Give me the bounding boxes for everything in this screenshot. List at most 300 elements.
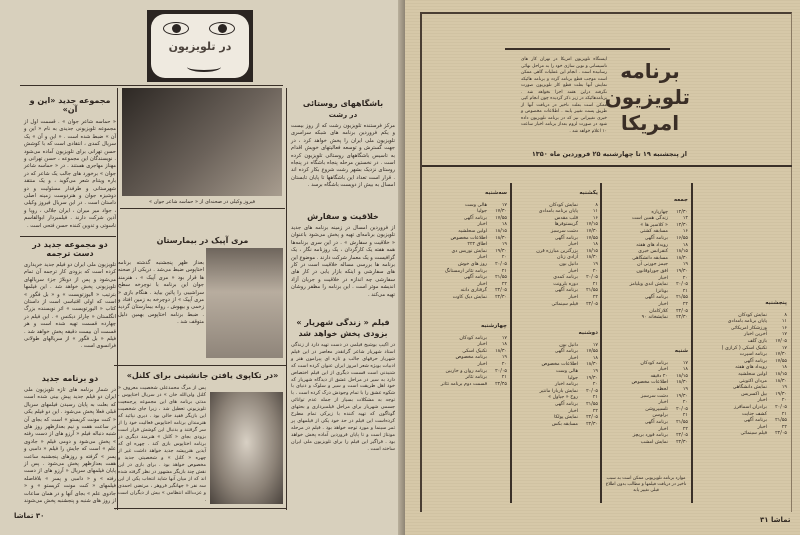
schedule-program: اولین سحلشیه — [738, 371, 767, 377]
schedule-time: ۲۱ — [501, 268, 507, 274]
schedule-program: گریستوفرها — [554, 222, 578, 228]
schedule-time: ۱۴/۳۰ — [676, 222, 688, 228]
schedule-program: برنامه کمدی — [553, 275, 578, 281]
schedule-row — [427, 382, 507, 389]
schedule-program: جولیا — [568, 375, 578, 381]
schedule-program: نمایش پولکا — [554, 415, 578, 421]
schedule-program: « کلاسیر ها » — [640, 222, 668, 228]
eye-icon — [163, 22, 189, 35]
schedule-program: برنامه تئاتر — [465, 375, 487, 381]
schedule-program: اخبار — [477, 361, 487, 367]
schedule-time: ۱۸/۱۵ — [586, 248, 598, 254]
schedule-row — [604, 236, 688, 243]
schedule-program: روح « جیاول » — [548, 395, 578, 401]
schedule-row — [427, 336, 507, 343]
schedule-program: ۲۰ دقیقه — [650, 373, 668, 379]
schedule-time: ۱۲/۳۰ — [676, 209, 688, 215]
schedule-row — [427, 242, 507, 249]
schedule-row — [427, 275, 507, 282]
page-number: ۳۰ تماشا — [14, 512, 45, 520]
schedule-row — [514, 422, 598, 429]
schedule-row — [427, 375, 507, 382]
schedule-row — [514, 369, 598, 376]
schedule-program: فیلم سینمائی — [551, 301, 578, 307]
article-title: مری آپیک در بیمارستان — [156, 236, 249, 245]
schedule-time: ۱۹ — [501, 355, 507, 361]
schedule-row — [427, 255, 507, 262]
schedule-row — [427, 222, 507, 229]
schedule-row — [604, 361, 688, 368]
article-title: دو مجموعه جدید در دست ترجمه — [32, 240, 108, 258]
schedule-program: اخبار — [568, 268, 578, 274]
schedule-row — [695, 431, 787, 438]
schedule-time: ۱۸/۳۰ — [586, 255, 598, 261]
schedule-program: برنامه کودکان — [640, 360, 668, 366]
schedule-row — [514, 415, 598, 422]
schedule-program: گرفتاری دانته — [460, 288, 487, 294]
schedule-program: دانیل بون — [559, 342, 578, 348]
schedule-time: ۲۲/۳۰ — [676, 315, 688, 321]
day-heading: چهارشنبه — [480, 323, 507, 329]
article-title: «در تکاپوی یافتن جانشینی برای کلنل» — [126, 371, 279, 380]
schedule-program: فیلم سینمائی — [740, 431, 767, 437]
schedule-program: بزرگترین مبارزه قرن — [536, 248, 578, 254]
schedule-row — [514, 275, 598, 282]
schedule-time: ۲۲ — [501, 281, 507, 287]
schedule-program: اخبار — [477, 222, 487, 228]
schedule-time: ۱۷/۵۵ — [586, 349, 598, 355]
article-title: مجموعه جدید «این و آن» — [29, 96, 111, 114]
schedule-program: لحظه — [656, 386, 668, 392]
schedule-time: ۲۰/۰۵ — [676, 282, 688, 288]
article-subtitle: در رشت — [328, 111, 358, 119]
schedule-sunday — [514, 190, 598, 308]
schedule-time: ۲۱ — [592, 395, 598, 401]
schedule-program: برنامه تئاتر ارمستانگ — [444, 268, 487, 274]
schedule-time: ۱۹/۳۰ — [676, 268, 688, 274]
schedule-time: ۱۱ — [781, 319, 787, 325]
schedule-row — [427, 342, 507, 349]
schedule-program: نمایشخانه ۹۰ — [641, 315, 668, 321]
schedule-time: ۲۲/۰۵ — [586, 301, 598, 307]
article-body: در اکیپ بوشیخ فیلمی در دست تهیه دارد از زندگی استاد شهریار شاعر گرانقدر معاصر در این فیلم شهریار حرفهای جالب و تازه ای پیرامون هنر و ادبیات بویژه شعر امروز ایران عنوان کرده است که شنیدنی است قسمت دیگری از این فیلم اختصاص دارد به سیر در مراحل عشق از دیدگاه شهریار که خود اهل طریقت است و سیر و سلوک و دنیای با شکوه عشق را با تمام وجودش درک کرده است . با توجه به مشکلات بسیار از جمله عدم توانائی جسمی شهریار برای مراحل فیلمبرداری و بحثهای گوناگون که تهیه کننده با زیرکی تمام مطرح کرده‌است این فیلم در حد خود یکی از فیلمهای پر ثمر سینما و مورد توجه خواهد بود . فیلم در مرحله مونتاژ است و تا پایان فروردین آماده پخش خواهد بود . فراگیر این فیلم را برای تلویزیون ملی ایران ساخته است . — [291, 342, 395, 452]
schedule-time: ۱۸ — [592, 242, 598, 248]
schedule-program: برنامه آگهی — [743, 358, 767, 364]
schedule-row — [695, 339, 787, 346]
schedule-row — [514, 288, 598, 295]
schedule-time: ۱۸ — [682, 242, 688, 248]
schedule-time: ۱۶ — [781, 325, 787, 331]
schedule-time: ۲۰/۰۵ — [586, 275, 598, 281]
photo-caption: فیروز وکیلی در صحنه‌ای از « حماسه شاعر جوان » — [148, 199, 255, 205]
schedule-program: برنامه آگهی — [463, 215, 487, 221]
right-page — [405, 0, 800, 535]
schedule-time: ۱۸/۳۰ — [775, 378, 787, 384]
schedule-time: ۱۶ — [592, 215, 598, 221]
schedule-row — [695, 365, 787, 372]
photo-actress — [206, 248, 283, 358]
schedule-program: نمایش دانشگاهی — [732, 385, 767, 391]
schedule-program: زندگی همین است — [632, 216, 668, 222]
schedule-program: برنامه آگهی — [463, 275, 487, 281]
article-shahriar-film — [291, 318, 395, 453]
schedule-row — [427, 295, 507, 302]
schedule-time: ۲۰ — [682, 275, 688, 281]
schedule-row — [514, 402, 598, 409]
schedule-program: کشف جنایت — [742, 411, 767, 417]
article-body: از فروردین امسال در زمینه برنامه های جدید تلویزیون برنامه‌ای تهیه و پخش می‌شود باعنوان « خلاقیت و سفارش » . در این سری برنامه‌ها همه هفته یک کارگردان ، یک روزنامه نگار ، یک گرافیست و یک معمار شرکت دارند . موضوع این برنامه ها بررسی مساله خلاقیت است در کار های سفارشی و اینکه بازار یابی در کار های سفارشی چه اندازه در خلاقیت و جریان آزاد اندیشه موثر است . این برنامه را مظفر روشان تهیه می‌کند . — [290, 225, 395, 298]
schedule-program: بونانزا — [656, 288, 668, 294]
schedule-program: اخبار — [568, 294, 578, 300]
schedule-row — [604, 413, 688, 420]
schedule-program: اخبار — [477, 281, 487, 287]
schedule-time: ۱۶/۵۵ — [676, 235, 688, 241]
schedule-program: برنامه آگهی — [644, 235, 668, 241]
schedule-program: قسمت دوم برنامه تئاتر — [440, 381, 487, 387]
day-heading: سه‌شنبه — [485, 190, 507, 196]
schedule-title — [604, 58, 690, 136]
schedule-time: ۱۷/۳۰ — [775, 352, 787, 358]
photo-actor — [122, 88, 282, 196]
schedule-row — [427, 288, 507, 295]
schedule-time: ۲۰ — [501, 255, 507, 261]
schedule-time: ۲۱ — [501, 375, 507, 381]
schedule-program: رویداد های هفته — [735, 365, 767, 371]
article-title: خلاقیت و سفارش — [307, 212, 379, 221]
schedule-program: مسابقه دانشگاهی — [632, 255, 668, 261]
schedule-row — [695, 405, 787, 412]
schedule-time: ۱۷/۵۵ — [586, 235, 598, 241]
schedule-time: ۸ — [595, 202, 598, 208]
schedule-row — [695, 385, 787, 392]
schedule-time: ۲۱ — [781, 411, 787, 417]
tv-logo — [147, 10, 253, 82]
schedule-program: اولین سحلشیه — [458, 228, 487, 234]
schedule-time: ۱۷/۵۵ — [775, 358, 787, 364]
schedule-time: ۲۰ — [501, 361, 507, 367]
title-line: تلویزیون — [604, 85, 690, 109]
schedule-row — [427, 355, 507, 362]
schedule-time: ۲۱ — [682, 288, 688, 294]
schedule-program: اخبار — [477, 255, 487, 261]
schedule-row — [514, 302, 598, 309]
schedule-program: بیل اکسربس — [741, 391, 767, 397]
schedule-time: ۲۲/۰۵ — [676, 308, 688, 314]
article-body: در شمار برنامه های تازه تلویزیون ملی ایران دو فیلم جدید پیش بینی شده است که بعلت به پایان رسیدن فیلمهای سریال قبلی فعلا پخش می‌شود . این دو فیلم یکی « کنت مونت کریستو » است که بجای آن در ساعت هفت و نیم بعدازظهر روز های شنبه دنباله فیلم « آرزو های از دست رفته » پخش می‌شود و دومی فیلم « جادوی علم » است که جایش را فیلم « دامبی و پسر » گرفته و روزهای پنجشنبه ساعت هفت بعدازظهر پخش می‌شود . پس از پایان فیلمهای سریال « آرزو های از دست رفته » و « دامبی و پسر » بلافاصله فیلمهای « کنت مونت کریستو » و « جادوی علم » بجای آنها و در همان ساعات از روز های شنبه و پنجشنبه پخش می‌شوند — [24, 387, 116, 505]
schedule-row — [604, 440, 688, 447]
schedule-row — [604, 249, 688, 256]
schedule-time: ۲۲/۴۵ — [495, 381, 507, 387]
schedule-time: ۲۱/۵۵ — [775, 418, 787, 424]
schedule-time: ۱۸ — [501, 222, 507, 228]
schedule-program: برنامه آگهی — [554, 401, 578, 407]
article-body: « حماسه شاعر جوان » . قسمت اول از مجموعه تلویزیونی جدیدی به نام « این و آن » ضبط شده است . « این و آن » یک سریال کمدی ، انتقادی است که با کوشش حسن تهرانی برای تلویزیون آماده می‌شود . نویسندگان این مجموعه ، حسن تهرانی و مهناز مهاجری هستند . در « حماسه شاعر جوان » برخورد های جالب یک شاعر که در باره ویتنام شعر می‌گوید ، و یک منتقد شهرستانی و طرفدار مسئولیت و دو دوشیزه جوان و هنردوست زمینه اصلی داستان است . در این سریال فیروز وکیلی ، جواد میر میران ، ایران جلالی ، رویا و آذین شرکت دارند . فیلمبردار ابوالقاسم ناسوتی و تدوین کننده حسن فتحی است . — [24, 119, 116, 229]
schedule-time: ۱۹/۳۰ — [775, 391, 787, 397]
schedule-row — [604, 387, 688, 394]
schedule-row — [695, 319, 787, 326]
eye-icon — [209, 22, 235, 35]
schedule-time: ۱۷/۵۵ — [495, 215, 507, 221]
schedule-program: دشت سرسبز — [640, 393, 668, 399]
schedule-program: رویداد های هفته — [636, 242, 668, 248]
section-title: در تلویزیون — [168, 40, 232, 53]
schedule-program: برنامه آگهی — [554, 349, 578, 355]
schedule-program: نمایش کودکان — [549, 202, 578, 208]
article-in-va-an — [24, 96, 116, 230]
schedule-program: هالی وست — [555, 368, 578, 374]
schedule-program: آخرین اخبار — [744, 332, 767, 338]
schedule-row — [514, 349, 598, 356]
schedule-time: ۱۹ — [781, 385, 787, 391]
article-title: باشگاههای روستائی — [302, 99, 384, 108]
schedule-time: ۱۷ — [781, 332, 787, 338]
schedule-time: ۲۱/۵۵ — [495, 275, 507, 281]
schedule-program: تکنیک اسکی — [462, 348, 487, 354]
schedule-time: ۱۸ — [781, 365, 787, 371]
schedule-program: اخبار — [658, 400, 668, 406]
schedule-row — [604, 380, 688, 387]
schedule-row — [514, 382, 598, 389]
schedule-row — [427, 249, 507, 256]
schedule-time: ۱۹ — [501, 242, 507, 248]
schedule-program: برلوسن — [652, 413, 668, 419]
schedule-program: اخبار — [658, 301, 668, 307]
schedule-time: ۱۹ — [682, 386, 688, 392]
schedule-row — [695, 412, 787, 419]
schedule-row — [604, 400, 688, 407]
schedule-time: ۲۰/۰۵ — [495, 368, 507, 374]
schedule-program: برنامه آگهی — [644, 295, 668, 301]
schedule-time: ۲۲/۰۵ — [775, 431, 787, 437]
schedule-time: ۲۲ — [781, 424, 787, 430]
schedule-program: برنامه آگهی — [554, 235, 578, 241]
schedule-program: اطلاعات مخصوص — [541, 362, 578, 368]
schedule-time: ۱۴ — [682, 216, 688, 222]
mouth-icon — [187, 62, 221, 72]
schedule-row — [604, 367, 688, 374]
schedule-monday — [514, 330, 598, 428]
article-body: پس از مرگ محمدعلی شخصیت معروف « کلنل ولی‌الله خان » در سریال اختاپوس ، مدتی برنامه های این مجموعه پرجمعیت تلویزیونی تعطیل شد ، زیرا جای شخصیت این بازیگر فقید خالی بود . دیری نپائید که هنرمندان برنامه اختاپوس فعالیت خود را از سر گرفتند و بدنبال این کوشش قرار است بزودی بجای « کلنل » هنرمند دیگری در برنامه اختاپوس بازی کند . چهره ای که آیدین هنرپیشه جدید خواهد داشت غیر از چهره « کلنل » و شخصیتی جدید و مخصوص خواهد بود . برای بازی در این نقش چند بازیگر مشهور در نظر گرفته شده اند که از میان آنها شاید انتخاب یکی از این سه نفر « جهانگیر فروهر ، مرتضی احمدی و عزت‌الله انتظامی » بیش از دیگران است . — [118, 385, 206, 503]
day-heading: جمعه — [673, 197, 688, 203]
schedule-row — [514, 222, 598, 229]
day-heading: یکشنبه — [579, 190, 598, 196]
schedule-time: ۲۱/۵۵ — [676, 419, 688, 425]
schedule-program: دوره بلرونت — [553, 281, 578, 287]
schedule-program: اطلاعات مخصوص — [450, 235, 487, 241]
schedule-program: دانیل بون — [559, 261, 578, 267]
schedule-row — [514, 229, 598, 236]
schedule-saturday — [604, 348, 688, 446]
schedule-row — [514, 295, 598, 302]
schedule-row — [695, 418, 787, 425]
schedule-program: پایان برنامه بامدادی — [538, 209, 578, 215]
intro-text: ایستگاه تلویزیون امریکا در تهران کار های تاسیساتی و نوین سازی خود را به مراحل نهائی رسانیده است . انجام این عملیات گاهی ممکن است موجب قطع برنامه گردد و برنامه هائیکه نمایش آنها بعلت قطع کار تلویزیون صورت نگرفته دراین هفته اجرا نخواهد شد . برنامه‌هائیکه در زیر ذکر گردیده چون انجام کپی ممکن است بعلت تاخیر در دریافت آنها از طریق پست تغییر یابند . اطلاعات مخصوص و خبری تغییراتی نیز که در برنامه تلویزیون داده شود در صورت لزوم بعداز برنامه اخبار ساعت ۱۰ اعلام خواهد شد . — [521, 57, 607, 134]
schedule-time: ۱۹ — [682, 262, 688, 268]
schedule-time: ۲۲ — [682, 426, 688, 432]
schedule-row — [604, 302, 688, 309]
schedule-program: پایان برنامه بامدادی — [727, 319, 767, 325]
schedule-program: تکنیک اسکی ( کرازی ) — [721, 345, 767, 351]
schedule-row — [427, 362, 507, 369]
schedule-program: برادران اسمافرز — [734, 404, 767, 410]
schedule-program: نمایش کودکان — [738, 312, 767, 318]
page-number: تماشا ۳۱ — [760, 516, 791, 524]
schedule-time: ۲۰/۰۵ — [495, 261, 507, 267]
schedule-row — [514, 255, 598, 262]
schedule-program: اخبار — [658, 426, 668, 432]
schedule-time: ۱۷/۰۵ — [775, 338, 787, 344]
schedule-time: ۱۸/۳۰ — [495, 348, 507, 354]
schedule-program: اخبار — [757, 424, 767, 430]
article-two-programs — [24, 374, 116, 513]
schedule-program: ورزشکار امریکائی — [730, 325, 767, 331]
schedule-program: اطلاعات مخصوص — [631, 380, 668, 386]
schedule-row — [695, 326, 787, 333]
schedule-time: ۲۱/۵۵ — [586, 288, 598, 294]
schedule-program: برنامه کودکان — [459, 335, 487, 341]
schedule-program: مسابقه بکس — [551, 421, 578, 427]
schedule-time: ۲۱ — [592, 281, 598, 287]
schedule-time: ۱۷/۳۰ — [586, 228, 598, 234]
schedule-time: ۱۷/۳۰ — [495, 209, 507, 215]
schedule-time: ۱۱ — [592, 209, 598, 215]
schedule-program: اطاق ۲۲۲ — [467, 242, 487, 248]
schedule-time: ۱۸/۱۵ — [676, 249, 688, 255]
schedule-thursday — [695, 300, 787, 438]
schedule-program: اخبار — [477, 342, 487, 348]
schedule-row — [695, 392, 787, 399]
schedule-row — [604, 282, 688, 289]
schedule-program: اخبار — [757, 398, 767, 404]
schedule-program: مسابقه کشتی — [639, 229, 668, 235]
article-title: فیلم « زندگی شهریار » — [296, 318, 390, 327]
schedule-program: نمایش دیک کاوت — [452, 294, 487, 300]
schedule-time: ۲۰/۰۵ — [586, 388, 598, 394]
schedule-program: اخبار — [568, 355, 578, 361]
schedule-time: ۲۱/۵۵ — [586, 401, 598, 407]
schedule-time: ۲۲/۰۵ — [676, 433, 688, 439]
schedule-time: ۲۲ — [592, 294, 598, 300]
schedule-program: برنامه مخصوص — [455, 355, 487, 361]
article-creativity — [291, 212, 395, 299]
schedule-program: برنامه آگهی — [644, 419, 668, 425]
schedule-program: تلسیپروشن — [645, 406, 668, 412]
schedule-program: برنامه روان و حاربین — [445, 368, 487, 374]
schedule-program: اخبار — [568, 408, 578, 414]
schedule-time: ۲۰ — [592, 382, 598, 388]
schedule-row — [604, 216, 688, 223]
schedule-time: ۲۲/۳۰ — [676, 439, 688, 445]
schedule-row — [695, 332, 787, 339]
day-heading: دوشنبه — [578, 330, 598, 336]
schedule-row — [427, 216, 507, 223]
schedule-row — [514, 209, 598, 216]
schedule-time: ۱۹ — [592, 261, 598, 267]
schedule-time: ۱۷ — [501, 335, 507, 341]
schedule-time: ۱۸ — [682, 367, 688, 373]
schedule-time: ۲۰/۰۵ — [775, 404, 787, 410]
schedule-program: چهارپاره — [651, 209, 668, 215]
article-two-series — [24, 240, 116, 351]
schedule-time: ۱۸/۱۵ — [676, 373, 688, 379]
schedule-program: برنامه آگهی — [554, 288, 578, 294]
schedule-program: اخبار — [658, 367, 668, 373]
schedule-time: ۱۷/۱۵ — [586, 222, 598, 228]
schedule-time: ۲۰/۰۵ — [676, 406, 688, 412]
schedule-time: ۲۲/۳۰ — [495, 294, 507, 300]
schedule-program: جولیا — [477, 209, 487, 215]
schedule-time: ۱۸ — [592, 355, 598, 361]
schedule-program: مردان اکتویتی — [738, 378, 767, 384]
schedule-row — [604, 433, 688, 440]
article-body: بعداز ظهر پنجشنبه گذشته برنامه اختاپوس ضبط می‌شد . دریکی از صحنه ها قرار بود « مری آپیک » ، هنرمند جوان این برنامه با نوچرخه سطح سراشیبی را پائین بیاید . هنگام بازی « مری آپیک » از دوچرخه به زمین افتاد و زخمی و بیهوش ، روانه بیمارستان گردید . ضبط برنامه اختاپوس بهمین دلیل متوقف شد . — [118, 260, 204, 326]
schedule-row — [427, 209, 507, 216]
schedule-program: روز های خوش — [457, 261, 487, 267]
schedule-time: ۱۹/۳۰ — [676, 393, 688, 399]
schedule-time: ۲۲/۰۵ — [495, 288, 507, 294]
schedule-program: برنامه فورد بریچز — [632, 433, 668, 439]
schedule-program: نمایش امشب — [640, 439, 668, 445]
schedule-row — [695, 372, 787, 379]
schedule-tuesday — [427, 190, 507, 302]
schedule-time: ۲۱/۵۵ — [676, 295, 688, 301]
photo-actor-portrait — [210, 392, 283, 504]
schedule-program: افق جوراوقانون — [636, 268, 668, 274]
schedule-time: ۲۱ — [682, 413, 688, 419]
schedule-row — [604, 269, 688, 276]
schedule-row — [695, 398, 787, 405]
schedule-time: ۱۷ — [501, 202, 507, 208]
day-heading: پنجشنبه — [765, 300, 787, 306]
schedule-time: ۱۸/۱۵ — [495, 228, 507, 234]
schedule-footnote: موارد برنامه تلویزیونی ممکن است به سبب تاخیر در دریافت فیلمها و مطالب بدون اطلاع قبلی تغییر یابد — [605, 476, 687, 493]
schedule-program: قلب مقدس — [554, 215, 578, 221]
schedule-time: ۲۰ — [781, 398, 787, 404]
schedule-row — [514, 362, 598, 369]
schedule-row — [514, 236, 598, 243]
schedule-time: ۲۰ — [682, 400, 688, 406]
schedule-time: ۲۲ — [682, 301, 688, 307]
schedule-program: برنامه اخبار — [555, 382, 578, 388]
schedule-program: اخبار — [658, 275, 668, 281]
schedule-row — [604, 295, 688, 302]
schedule-time: ۸ — [784, 312, 787, 318]
article-body: مرکز فرستنده تلویزیون رشت که از روز بیست و یکم فروردین برنامه های شبکه سراسری تلویزیون ملی ایران را پخش خواهد کرد ، در جهت گسترش و توسعه فعالیتهای خویش اقدام به تاسیس باشگاههای روستائی تلویزیون کرده است . در نخستین مرحله پنجاه باشگاه در پنجاه روستای نزدیک بشهر رشت شروع بکار کرده اند . قرار است تعداد این باشگاهها تا پایان تابستان امسال به بیش از دویست باشگاه برسد . — [291, 123, 395, 189]
schedule-row — [604, 420, 688, 427]
schedule-time: ۱۹/۳۰ — [586, 375, 598, 381]
schedule-program: نمایش باربارا مانتیر — [539, 388, 578, 394]
schedule-row — [514, 242, 598, 249]
schedule-row — [604, 262, 688, 269]
schedule-row — [427, 262, 507, 269]
schedule-program: کنفرانس خبری — [638, 249, 668, 255]
schedule-program: هالی وست — [464, 202, 487, 208]
schedule-program: آزادی زنان — [556, 255, 578, 261]
schedule-time: ۱۷ — [682, 360, 688, 366]
schedule-row — [604, 394, 688, 401]
schedule-time: ۱۸/۳۰ — [676, 380, 688, 386]
schedule-row — [695, 352, 787, 359]
schedule-program: کلارکامان — [649, 308, 668, 314]
schedule-time: ۱۸ — [501, 342, 507, 348]
schedule-time: ۲۰ — [592, 268, 598, 274]
article-title: دو برنامه جدید — [41, 374, 99, 383]
schedule-time: ۱۸/۳۰ — [495, 235, 507, 241]
schedule-program: برنامه آگهی — [743, 418, 767, 424]
schedule-program: دشت سرسبز — [550, 228, 578, 234]
schedule-friday — [604, 197, 688, 322]
day-heading: شنبه — [674, 348, 688, 354]
